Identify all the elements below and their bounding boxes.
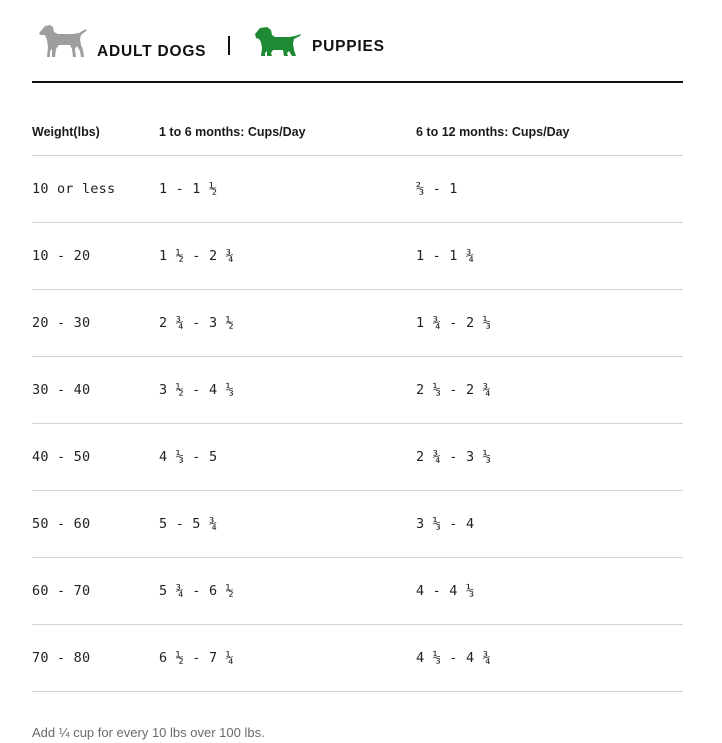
feeding-table <box>32 108 683 692</box>
cups-1-6-cell: 4 ⅓ - 5 <box>159 424 416 491</box>
cups-6-12-cell: 1 - 1 ¾ <box>416 223 683 290</box>
cups-6-12-cell: 2 ⅓ - 2 ¾ <box>416 357 683 424</box>
tab-divider <box>228 36 230 55</box>
weight-value: 30 - 40 <box>32 382 91 398</box>
weight-value: 10 - 20 <box>32 248 91 264</box>
weight-cell <box>32 357 159 424</box>
tab-adult-dogs-label: ADULT DOGS <box>97 42 207 60</box>
header-1-to-6-months: 1 to 6 months: Cups/Day <box>159 108 416 156</box>
adult-dog-silhouette-icon <box>37 23 89 59</box>
weight-value: 70 - 80 <box>32 650 91 666</box>
cups-1-6-cell: 3 ½ - 4 ⅓ <box>159 357 416 424</box>
header-rule <box>32 81 683 83</box>
puppy-silhouette-icon <box>253 26 303 58</box>
cups-6-12-cell: 3 ⅓ - 4 <box>416 491 683 558</box>
footnote: Add ¼ cup for every 10 lbs over 100 lbs. <box>32 725 265 740</box>
tab-adult-dogs[interactable] <box>37 23 206 59</box>
table-row <box>32 223 683 290</box>
dog-type-tabs <box>32 20 683 82</box>
weight-value: 40 - 50 <box>32 449 91 465</box>
table-row <box>32 357 683 424</box>
header-6-to-12-months: 6 to 12 months: Cups/Day <box>416 108 683 156</box>
weight-value: 10 or less <box>32 181 116 197</box>
table-row <box>32 558 683 625</box>
cups-6-12-cell: 4 ⅓ - 4 ¾ <box>416 625 683 692</box>
table-row <box>32 290 683 357</box>
weight-value: 50 - 60 <box>32 516 91 532</box>
cups-1-6-cell: 1 ½ - 2 ¾ <box>159 223 416 290</box>
cups-1-6-cell: 2 ¾ - 3 ½ <box>159 290 416 357</box>
cups-6-12-cell: 1 ¾ - 2 ⅓ <box>416 290 683 357</box>
weight-cell <box>32 424 159 491</box>
cups-6-12-cell: 2 ¾ - 3 ⅓ <box>416 424 683 491</box>
weight-value: 20 - 30 <box>32 315 91 331</box>
tab-puppies-label: PUPPIES <box>312 37 385 55</box>
weight-cell <box>32 491 159 558</box>
weight-value: 60 - 70 <box>32 583 91 599</box>
weight-cell <box>32 558 159 625</box>
weight-cell <box>32 290 159 357</box>
header-weight: Weight(lbs) <box>32 108 159 156</box>
cups-1-6-cell: 5 ¾ - 6 ½ <box>159 558 416 625</box>
table-row <box>32 491 683 558</box>
cups-1-6-cell: 1 - 1 ½ <box>159 156 416 223</box>
cups-6-12-cell: ⅔ - 1 <box>416 156 683 223</box>
tab-puppies[interactable] <box>253 26 385 58</box>
weight-cell <box>32 156 159 223</box>
cups-1-6-cell: 5 - 5 ¾ <box>159 491 416 558</box>
table-row <box>32 625 683 692</box>
weight-cell <box>32 625 159 692</box>
weight-cell <box>32 223 159 290</box>
table-row <box>32 156 683 223</box>
cups-1-6-cell: 6 ½ - 7 ¼ <box>159 625 416 692</box>
table-header-row <box>32 108 683 156</box>
table-row <box>32 424 683 491</box>
cups-6-12-cell: 4 - 4 ⅓ <box>416 558 683 625</box>
